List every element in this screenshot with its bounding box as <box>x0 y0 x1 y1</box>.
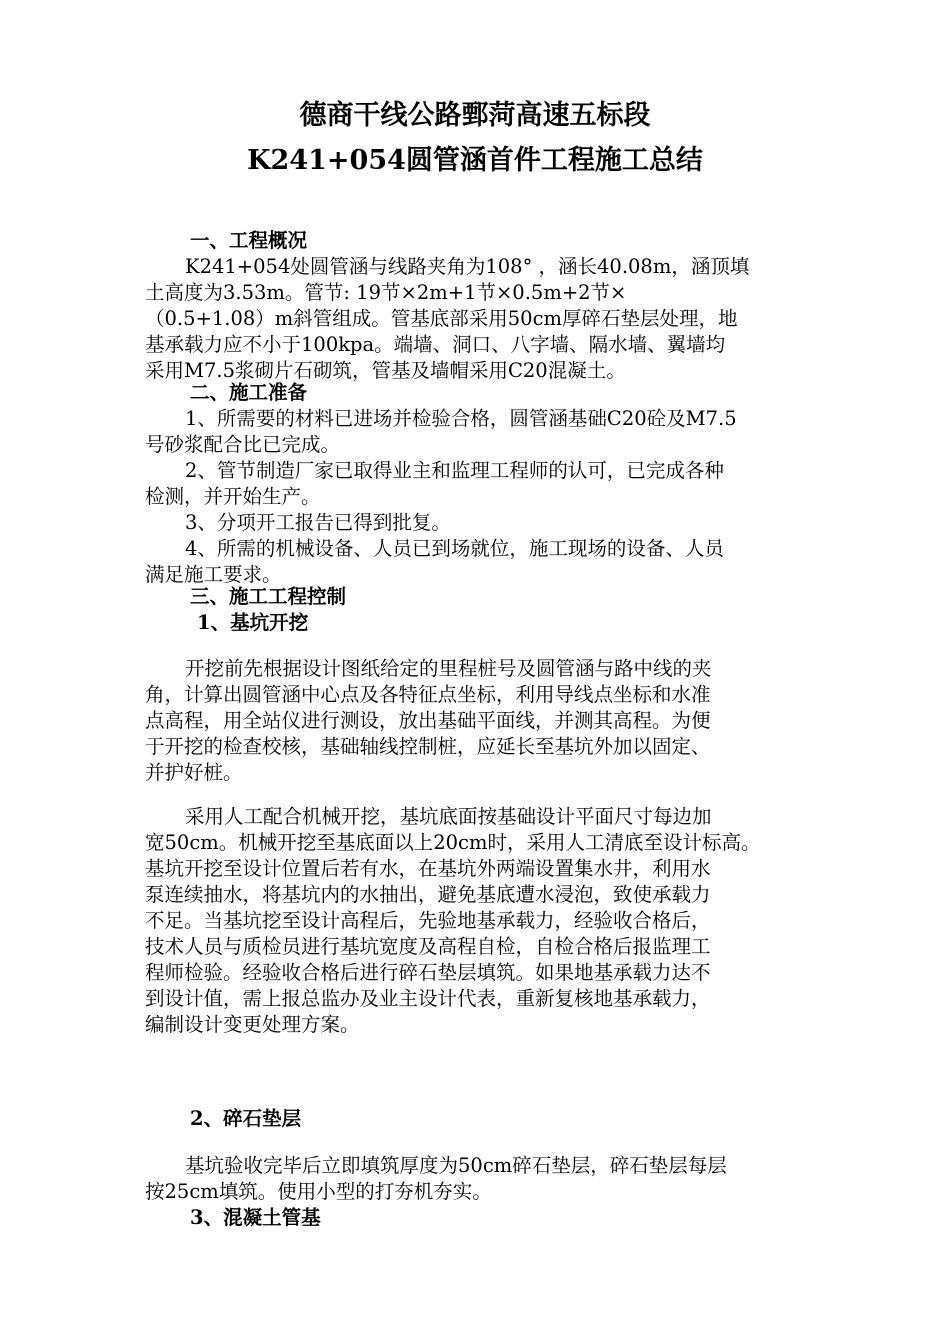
section1-body <box>145 254 810 384</box>
subsection1-heading: 1、基坑开挖 <box>197 611 309 634</box>
text-line: 编制设计变更处理方案。 <box>145 1013 360 1036</box>
text-line: 于开挖的检查校核，基础轴线控制桩，应延长至基坑外加以固定、 <box>145 735 711 758</box>
section1-heading: 一、工程概况 <box>190 229 308 252</box>
text-line: 点高程，用全站仪进行测设，放出基础平面线，并测其高程。为便 <box>145 709 711 732</box>
text-line: 号砂浆配合比已完成。 <box>145 433 341 456</box>
text-line: 泵连续抽水，将基坑内的水抽出，避免基底遭水浸泡，致使承载力 <box>145 883 711 906</box>
subsection2-heading: 2、碎石垫层 <box>190 1107 302 1130</box>
document-title-line2: K241+054圆管涵首件工程施工总结 <box>247 145 703 176</box>
text-line: 技术人员与质检员进行基坑宽度及高程自检，自检合格后报监理工 <box>145 935 711 958</box>
text-line: 角，计算出圆管涵中心点及各特征点坐标，利用导线点坐标和水准 <box>145 683 711 706</box>
text-line: 基坑开挖至设计位置后若有水，在基坑外两端设置集水井，利用水 <box>145 857 711 880</box>
section3-heading: 三、施工工程控制 <box>190 585 347 608</box>
text-line: 1、所需要的材料已进场并检验合格，圆管涵基础C20砼及M7.5 <box>185 407 737 430</box>
text-line: 程师检验。经验收合格后进行碎石垫层填筑。如果地基承载力达不 <box>145 961 711 984</box>
text-line: 检测，并开始生产。 <box>145 485 321 508</box>
section2-heading: 二、施工准备 <box>190 381 308 404</box>
text-line: 按25cm填筑。使用小型的打夯机夯实。 <box>145 1180 492 1203</box>
text-line: 基坑验收完毕后立即填筑厚度为50cm碎石垫层，碎石垫层每层 <box>185 1154 727 1177</box>
document-title-line1: 德商干线公路鄄菏高速五标段 <box>299 100 651 131</box>
subsection2-paragraph <box>145 1153 810 1205</box>
text-line: K241+054处圆管涵与线路夹角为108° ，涵长40.08m，涵顶填 <box>185 255 750 278</box>
text-line: （0.5+1.08）m斜管组成。管基底部采用50cm厚碎石垫层处理，地 <box>145 307 738 330</box>
subsection1-paragraph2 <box>145 804 810 1038</box>
text-line: 土高度为3.53m。管节: 19节×2m+1节×0.5m+2节× <box>145 281 627 304</box>
text-line: 采用M7.5浆砌片石砌筑，管基及墙帽采用C20混凝土。 <box>145 359 626 382</box>
text-line: 开挖前先根据设计图纸给定的里程桩号及圆管涵与路中线的夹 <box>185 657 712 680</box>
text-line: 基承载力应不小于100kpa。端墙、洞口、八字墙、隔水墙、翼墙均 <box>145 333 726 356</box>
section2-body <box>145 406 810 588</box>
text-line: 采用人工配合机械开挖，基坑底面按基础设计平面尺寸每边加 <box>185 805 712 828</box>
text-line: 2、管节制造厂家已取得业主和监理工程师的认可，已完成各种 <box>185 459 724 482</box>
text-line: 宽50cm。机械开挖至基底面以上20cm时，采用人工清底至设计标高。 <box>145 831 761 854</box>
subsection1-paragraph1 <box>145 656 810 786</box>
text-line: 4、所需的机械设备、人员已到场就位，施工现场的设备、人员 <box>185 537 724 560</box>
text-line: 并护好桩。 <box>145 761 243 784</box>
text-line: 到设计值，需上报总监办及业主设计代表，重新复核地基承载力， <box>145 987 711 1010</box>
text-line: 3、分项开工报告已得到批复。 <box>185 511 451 534</box>
text-line: 不足。当基坑挖至设计高程后，先验地基承载力，经验收合格后， <box>145 909 711 932</box>
subsection3-heading: 3、混凝土管基 <box>190 1206 321 1229</box>
text-line: 满足施工要求。 <box>145 563 282 586</box>
